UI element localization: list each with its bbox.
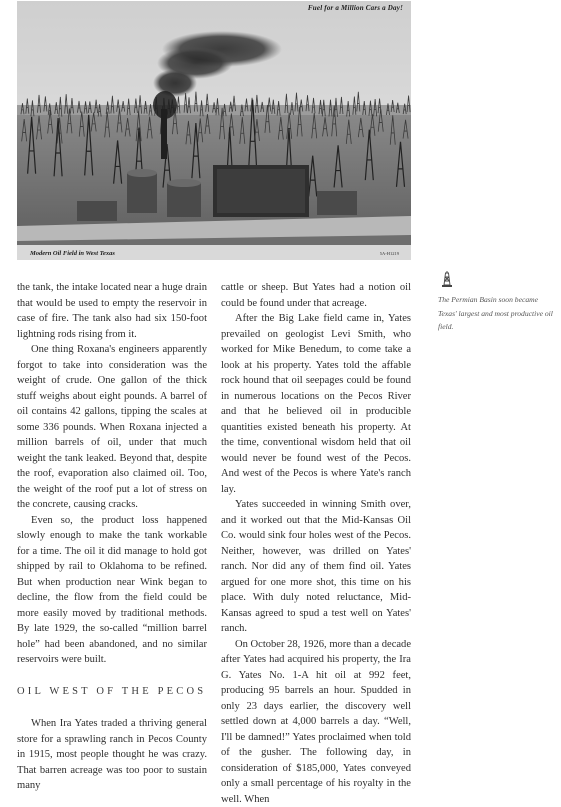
oil-field-illustration	[17, 1, 411, 260]
middle-text-column	[221, 280, 411, 807]
paragraph: After the Big Lake field came in, Yates prevailed on geologist Levi Smith, who worked for Mike Benedum, to come take a look at his property. Yates told the affable rock hound that oil seepages could be found in numerous locations on the Pecos River and that he believed oil in producible quantities existed beneath his property. At the time, conventional wisdom held that oil would never be found west of the Pecos. And west of the Pecos is where Yate's ranch lay.	[221, 311, 411, 497]
paragraph: Even so, the product loss happened slowly enough to make the tank workable for a time. The oil it did manage to hold got shipped by rail to Oklahoma to be refined. But when production near Wink began to decline, the flow from the field could be more easily moved by traditional methods. By late 1929, the so-called “million barrel hole” had been abandoned, and no similar reservoirs were built.	[17, 513, 207, 668]
sidebar-note: The Permian Basin soon became Texas' largest and most productive oil field.	[438, 293, 558, 334]
paragraph: cattle or sheep. But Yates had a notion oil could be found under that acreage.	[221, 280, 411, 311]
postcard-code: 5A-H1219	[380, 251, 399, 256]
postcard-top-caption: Fuel for a Million Cars a Day!	[308, 4, 403, 12]
left-text-column	[17, 280, 207, 794]
oil-derrick-icon	[441, 271, 453, 287]
paragraph: the tank, the intake located near a huge drain that would be used to empty the reservoir in case of fire. The tank also had six 150-foot lightning rods rising from it.	[17, 280, 207, 342]
paragraph: Yates succeeded in winning Smith over, and it worked out that the Mid-Kansas Oil Co. would sink four holes west of the Pecos. Neither, however, was drilled on Yates' ranch. Nor did any of them find oil. Yates argued for one more shot, this time on his place. With duly noted reluctance, Mid-Kansas agreed to spud a test well on Yates' ranch.	[221, 497, 411, 637]
oil-field-postcard-photo	[17, 1, 411, 260]
paragraph: One thing Roxana's engineers apparently forgot to take into consideration was the weight of crude. One gallon of the thick stuff weighs about eight pounds. A barrel of oil contains 42 gallons, tipping the scales at some 336 pounds. When Roxana injected a million barrels of oil, under that much weight the tank leaked. Beyond that, despite the roof, evaporation also claimed oil. Too, the weight of the roof put a lot of stress on the concrete, causing cracks.	[17, 342, 207, 513]
section-heading: OIL WEST OF THE PECOS	[17, 684, 207, 700]
paragraph: On October 28, 1926, more than a decade after Yates had acquired his property, the Ira G. Yates No. 1-A hit oil at 992 feet, producing 95 barrels an hour. Spudded in only 23 days earlier, the discovery well settled down at 4,000 barrels a day. “Well, I'll be damned!” Yates proclaimed when told of the gusher. The following day, in consideration of $185,000, Yates conveyed only a small percentage of his royalty in the well. When	[221, 637, 411, 807]
paragraph: When Ira Yates traded a thriving general store for a sprawling ranch in Pecos County in 1915, most people thought he was crazy. That barren acreage was too poor to sustain many	[17, 716, 207, 794]
postcard-bottom-caption: Modern Oil Field in West Texas	[30, 250, 115, 257]
